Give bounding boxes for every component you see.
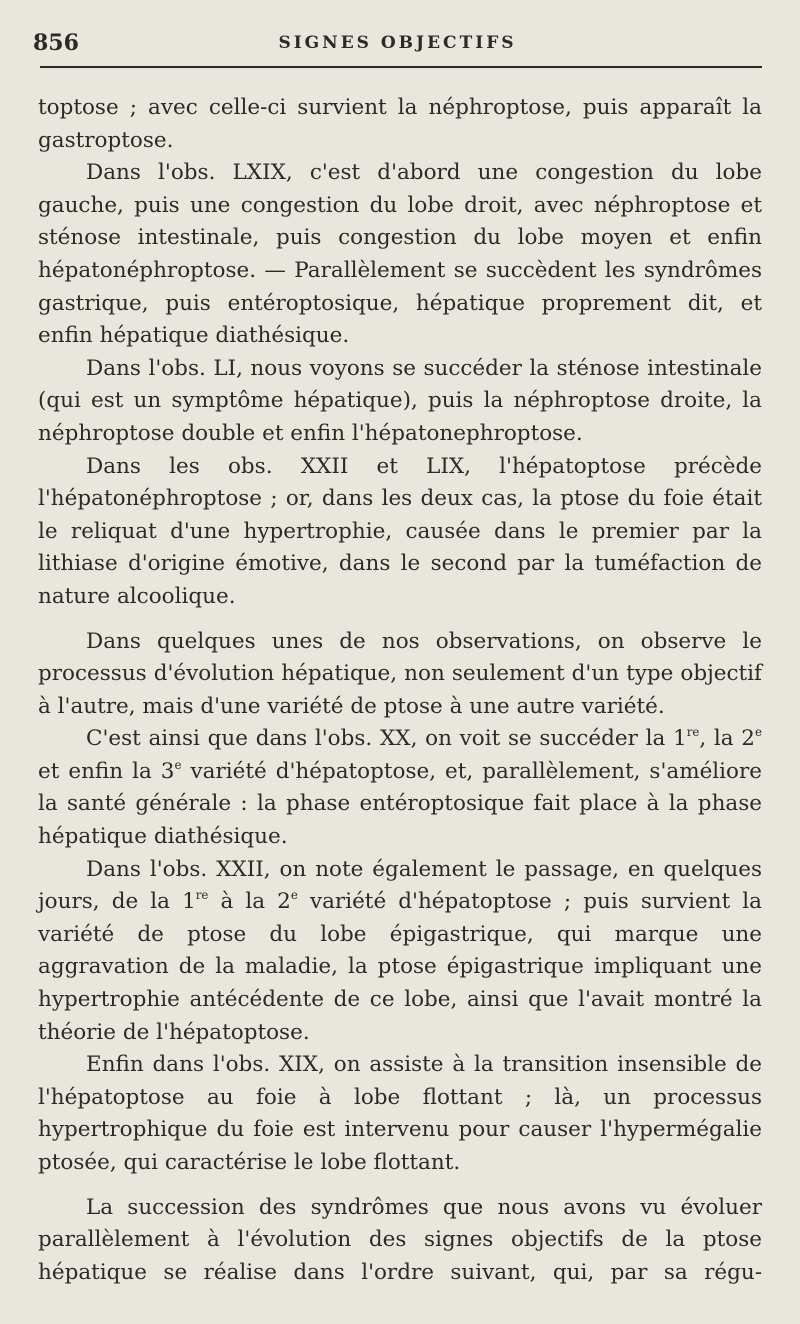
superscript: e bbox=[755, 725, 762, 740]
text-run: variété d'hépatoptose ; puis survient la variété de ptose du lobe épigastrique, qui marque une aggravation de la maladie, la ptose épigastrique impliquant une hypertrophie antécédente de ce lobe, ainsi que l'avait montré la théorie de l'hépatoptose. bbox=[38, 889, 763, 1045]
text-run: variété d'hépatoptose, et, parallèlement, s'améliore la santé générale : la phase entéroptosique fait place à la phase hépatique diathésique. bbox=[38, 758, 762, 850]
header-rule bbox=[40, 66, 762, 68]
paragraph: La succession des syndrômes que nous avons vu évoluer parallèlement à l'évolution des signes objectifs de la ptose hépatique se réalise dans l'ordre suivant, qui, par sa régu- bbox=[38, 1194, 762, 1285]
paragraph: Dans l'obs. LXIX, c'est d'abord une congestion du lobe gauche, puis une congestion du lobe droit, avec néphroptose et sténose intestinale, puis congestion du lobe moyen et enfin hépatonéphroptose. — Parallèlement se succèdent les syndrômes gastrique, puis entéroptosique, hépatique proprement dit, et enfin hépatique diathésique. bbox=[38, 160, 762, 349]
paragraph: Enfin dans l'obs. XIX, on assiste à la transition insensible de l'hépatoptose au foie à lobe flottant ; là, un processus hypertrophique du foie est intervenu pour causer l'hypermégalie ptosée, qui caractérise le lobe flottant. bbox=[38, 1052, 762, 1175]
text-run: Dans l'obs. XXII, on note également le passage, en quelques jours, de la 1 bbox=[38, 856, 762, 915]
paragraph bbox=[38, 854, 762, 1050]
text-run: à la 2 bbox=[208, 889, 291, 915]
paragraph bbox=[38, 723, 762, 853]
paragraph: Dans l'obs. LI, nous voyons se succéder la sténose intestinale (qui est un symptôme hépatique), puis la néphroptose droite, la néphroptose double et enfin l'hépatonephroptose. bbox=[38, 355, 762, 446]
page-number: 856 bbox=[33, 30, 79, 56]
text-run: et enfin la 3 bbox=[38, 758, 175, 784]
superscript: re bbox=[195, 888, 209, 903]
text-run: C'est ainsi que dans l'obs. XX, on voit se succéder la 1 bbox=[86, 726, 687, 752]
superscript: e bbox=[290, 888, 298, 903]
superscript: re bbox=[686, 725, 700, 740]
superscript: e bbox=[174, 758, 182, 773]
page-body bbox=[38, 92, 762, 1289]
page-header bbox=[33, 30, 762, 66]
text-run: , la 2 bbox=[699, 726, 755, 752]
paragraph: Dans quelques unes de nos observations, on observe le processus d'évolution hépatique, non seulement d'un type objectif à l'autre, mais d'une variété de ptose à une autre variété. bbox=[38, 628, 762, 719]
paragraph: toptose ; avec celle-ci survient la néphroptose, puis apparaît la gastroptose. bbox=[38, 95, 762, 153]
running-title: SIGNES OBJECTIFS bbox=[278, 33, 517, 53]
paragraph: Dans les obs. XXII et LIX, l'hépatoptose précède l'hépatonéphroptose ; or, dans les deux cas, la ptose du foie était le reliquat d'une hypertrophie, causée dans le premier par la lithiase d'origine émotive, dans le second par la tuméfaction de nature alcoolique. bbox=[38, 453, 762, 609]
